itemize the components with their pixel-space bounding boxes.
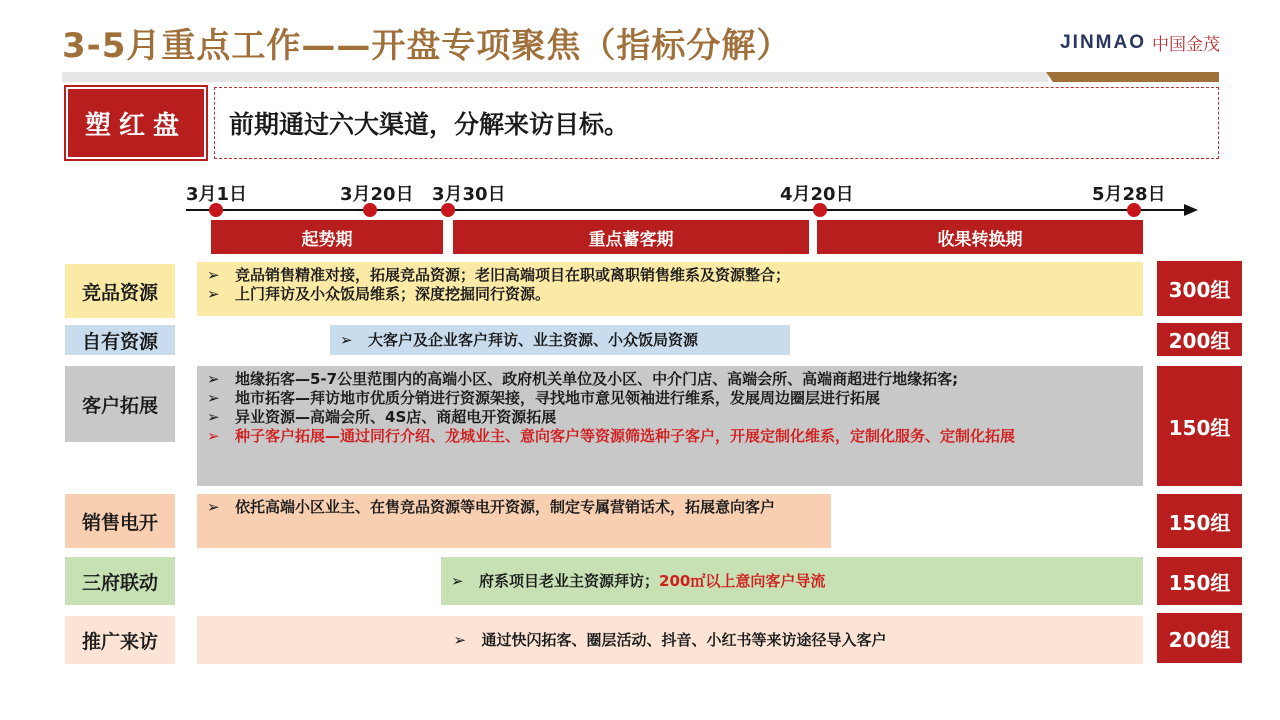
target-count: 200组 xyxy=(1157,323,1242,356)
row-content xyxy=(197,262,1143,316)
bullet-arrow-icon: ➢ xyxy=(207,498,220,516)
bullet-line xyxy=(207,266,1133,285)
section-headline: 前期通过六大渠道，分解来访目标。 xyxy=(214,87,1219,159)
timeline-axis xyxy=(186,209,1186,211)
section-tag-label: 塑红盘 xyxy=(84,110,187,141)
logo-chinese: 中国金茂 xyxy=(1152,35,1220,55)
bullet-line xyxy=(207,498,821,517)
bullet-text: 异业资源—高端会所、4S店、商超电开资源拓展 xyxy=(235,408,557,426)
row-content xyxy=(441,557,1143,605)
logo-english: JINMAO xyxy=(1060,31,1146,53)
phase-bar: 收果转换期 xyxy=(817,220,1143,254)
bullet-text: 地缘拓客—5-7公里范围内的高端小区、政府机关单位及小区、中介门店、高端会所、高端商超进行地缘拓客; xyxy=(235,370,959,388)
bullet-arrow-icon: ➢ xyxy=(207,285,220,303)
bullet-text: 地市拓客—拜访地市优质分销进行资源架接，寻找地市意见领袖进行维系，发展周边圈层进行拓展 xyxy=(235,389,881,407)
bullet-arrow-icon: ➢ xyxy=(340,330,353,349)
bullet-text-highlight: 200㎡以上意向客户导流 xyxy=(659,571,826,590)
bullet-line-highlight xyxy=(207,427,1133,446)
phase-bar: 重点蓄客期 xyxy=(453,220,809,254)
bullet-line xyxy=(207,408,1133,427)
phase-bar: 起势期 xyxy=(211,220,443,254)
bullet-text: 竞品销售精准对接，拓展竞品资源；老旧高端项目在职或离职销售维系及资源整合； xyxy=(235,266,791,284)
target-count: 300组 xyxy=(1157,261,1242,316)
bullet-arrow-icon: ➢ xyxy=(207,370,220,388)
bullet-arrow-icon: ➢ xyxy=(207,427,220,445)
row-content xyxy=(197,366,1143,486)
bullet-text: 上门拜访及小众饭局维系；深度挖掘同行资源。 xyxy=(235,285,551,303)
bullet-arrow-icon: ➢ xyxy=(451,571,464,590)
timeline-date: 4月20日 xyxy=(780,184,854,205)
timeline-date: 3月20日 xyxy=(340,184,414,205)
timeline-date: 3月1日 xyxy=(186,184,248,205)
bullet-text: 依托高端小区业主、在售竞品资源等电开资源，制定专属营销话术，拓展意向客户 xyxy=(235,498,776,516)
row-category: 客户拓展 xyxy=(65,366,175,442)
row-category: 三府联动 xyxy=(65,557,175,605)
row-category: 竞品资源 xyxy=(65,264,175,318)
bullet-text: 通过快闪拓客、圈层活动、抖音、小红书等来访途径导入客户 xyxy=(481,630,887,649)
timeline-arrow-icon xyxy=(1184,204,1198,216)
row-category: 销售电开 xyxy=(65,494,175,548)
row-content xyxy=(197,494,831,548)
row-content xyxy=(197,616,1143,664)
bullet-line xyxy=(207,370,1133,389)
timeline-date: 5月28日 xyxy=(1092,184,1166,205)
bullet-line xyxy=(207,389,1133,408)
bullet-arrow-icon: ➢ xyxy=(453,630,467,649)
target-count: 200组 xyxy=(1157,613,1242,663)
header-rule-accent xyxy=(1046,72,1219,82)
bullet-text: 种子客户拓展—通过同行介绍、龙城业主、意向客户等资源筛选种子客户，开展定制化维系，定制化服务、定制化拓展 xyxy=(235,427,1016,445)
company-logo xyxy=(1060,30,1220,55)
bullet-text: 府系项目老业主资源拜访； xyxy=(479,571,660,590)
page-title: 3-5月重点工作——开盘专项聚焦（指标分解） xyxy=(62,26,792,66)
bullet-arrow-icon: ➢ xyxy=(207,389,220,407)
row-category: 推广来访 xyxy=(65,616,175,664)
target-count: 150组 xyxy=(1157,494,1242,548)
timeline-date: 3月30日 xyxy=(432,184,506,205)
bullet-line xyxy=(207,285,1133,304)
row-category: 自有资源 xyxy=(65,325,175,355)
row-content xyxy=(330,325,790,355)
bullet-text: 大客户及企业客户拜访、业主资源、小众饭局资源 xyxy=(368,330,699,349)
target-count: 150组 xyxy=(1157,557,1242,605)
header-rule xyxy=(62,72,1048,82)
bullet-arrow-icon: ➢ xyxy=(207,408,220,426)
bullet-arrow-icon: ➢ xyxy=(207,266,220,284)
target-count: 150组 xyxy=(1157,366,1242,486)
section-tag xyxy=(66,87,206,159)
